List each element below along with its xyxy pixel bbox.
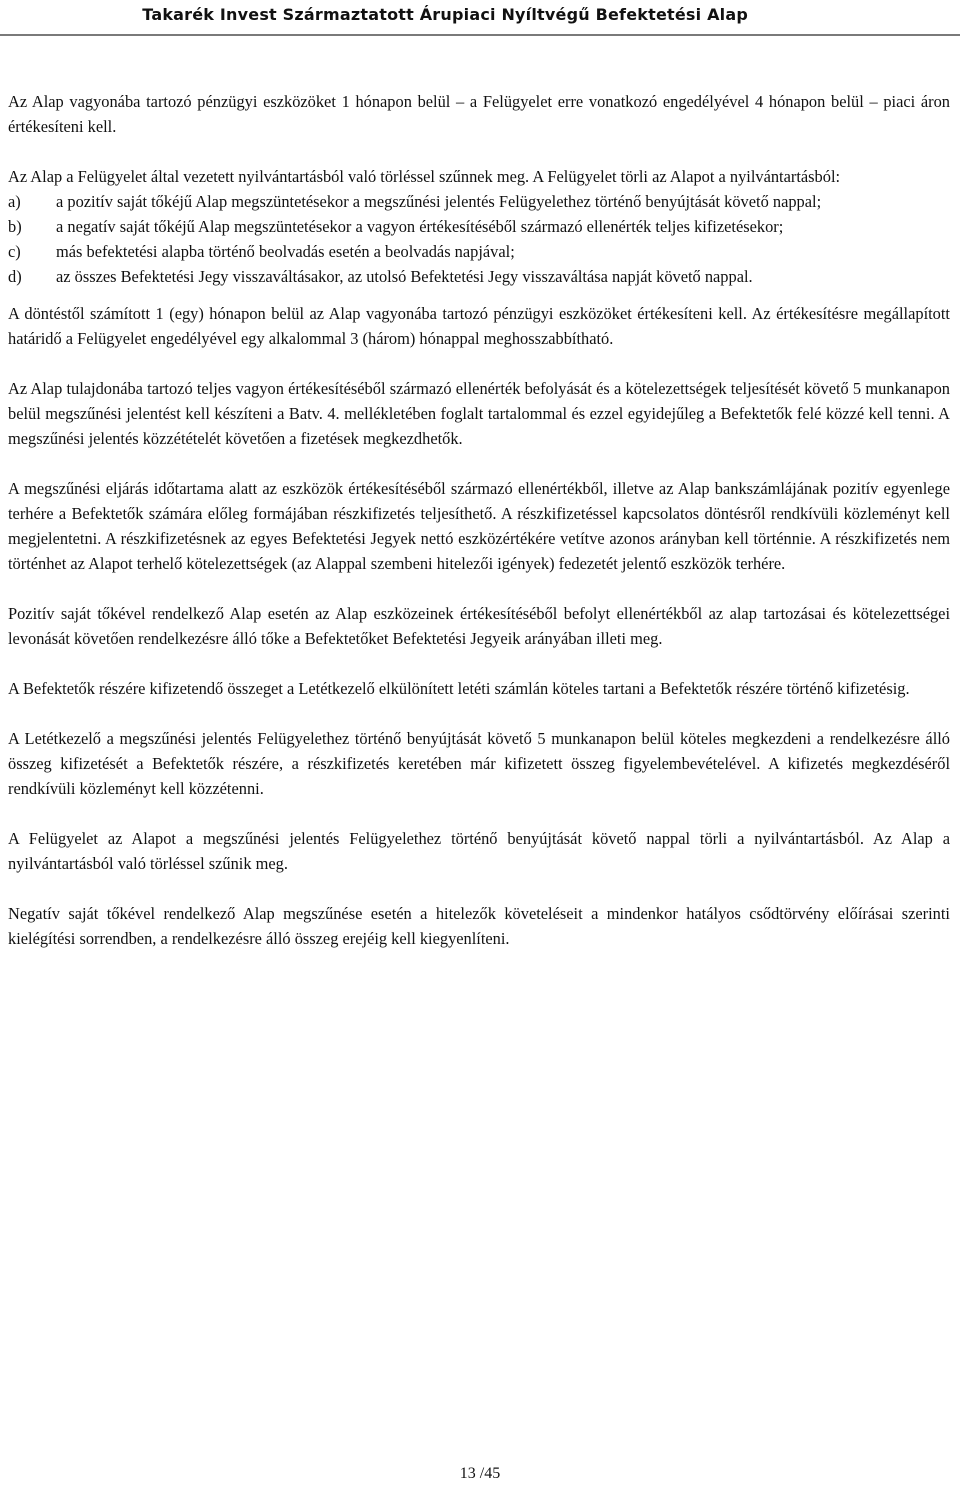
paragraph-8: A Letétkezelő a megszűnési jelentés Felügyelethez történő benyújtását követő 5 munkanapon belül köteles megkezdeni a rendelkezésre álló összeg kifizetését a Befektetők részére, a részkifizetés keretében már kifizetett összeg figyelembevételével. A kifizetés megkezdéséről rendkívüli közleményt kell közzétenni. bbox=[8, 729, 950, 798]
paragraph-1: Az Alap vagyonába tartozó pénzügyi eszközöket 1 hónapon belül – a Felügyelet erre vonatkozó engedélyével 4 hónapon belül – piaci áron értékesíteni kell. bbox=[8, 92, 950, 136]
list-item-letter: b) bbox=[8, 217, 22, 236]
page-footer bbox=[0, 1465, 960, 1483]
list-item bbox=[8, 189, 950, 214]
document-body bbox=[8, 89, 950, 951]
list-item bbox=[8, 214, 950, 239]
list-item-text: a negatív saját tőkéjű Alap megszüntetésekor a vagyon értékesítéséből származó ellenérték teljes kifizetésekor; bbox=[56, 217, 784, 236]
paragraph-3: A döntéstől számított 1 (egy) hónapon belül az Alap vagyonába tartozó pénzügyi eszközöket értékesíteni kell. Az értékesítésre megállapított határidő a Felügyelet engedélyével egy alkalommal 3 (három) hónappal meghosszabbítható. bbox=[8, 304, 950, 348]
paragraph-6: Pozitív saját tőkével rendelkező Alap esetén az Alap eszközeinek értékesítéséből befolyt ellenértékből az alap tartozásai és kötelezettségei levonását követően rendelkezésre álló tőke a Befektetőket Befektetési Jegyeik arányában illeti meg. bbox=[8, 604, 950, 648]
page-header bbox=[0, 0, 960, 36]
list-item-letter: c) bbox=[8, 242, 21, 261]
paragraph-9: A Felügyelet az Alapot a megszűnési jelentés Felügyelethez történő benyújtását követő nappal törli a nyilvántartásból. Az Alap a nyilvántartásból való törléssel szűnik meg. bbox=[8, 829, 950, 873]
list-item-text: a pozitív saját tőkéjű Alap megszüntetésekor a megszűnési jelentés Felügyelethez történő benyújtását követő nappal; bbox=[56, 192, 822, 211]
page-number: 13 /45 bbox=[459, 1465, 501, 1482]
list-item-letter: d) bbox=[8, 267, 22, 286]
list-item-text: az összes Befektetési Jegy visszaváltásakor, az utolsó Befektetési Jegy visszaváltása napját követő nappal. bbox=[56, 267, 753, 286]
list-item bbox=[8, 264, 950, 289]
paragraph-2: Az Alap a Felügyelet által vezetett nyilvántartásból való törléssel szűnnek meg. A Felügyelet törli az Alapot a nyilvántartásból: bbox=[8, 167, 841, 186]
list-item-letter: a) bbox=[8, 192, 21, 211]
paragraph-10: Negatív saját tőkével rendelkező Alap megszűnése esetén a hitelezők követeléseit a mindenkor hatályos csődtörvény előírásai szerinti kielégítési sorrendben, a rendelkezésre álló összeg erejéig kell kiegyenlíteni. bbox=[8, 904, 950, 948]
paragraph-7: A Befektetők részére kifizetendő összeget a Letétkezelő elkülönített letéti számlán köteles tartani a Befektetők részére történő kifizetésig. bbox=[8, 679, 910, 698]
list-item-text: más befektetési alapba történő beolvadás esetén a beolvadás napjával; bbox=[56, 242, 515, 261]
list-item bbox=[8, 239, 950, 264]
paragraph-4: Az Alap tulajdonába tartozó teljes vagyon értékesítéséből származó ellenérték befolyását és a kötelezettségek teljesítését követő 5 munkanapon belül megszűnési jelentést kell készíteni a Batv. 4. mellékletében foglalt tartalommal és ezzel egyidejűleg a Befektetők felé közzé kell tenni. A megszűnési jelentés közzétételét követően a fizetések megkezdhetők. bbox=[8, 379, 950, 448]
deletion-conditions-list bbox=[8, 189, 950, 289]
document-title: Takarék Invest Származtatott Árupiaci Nyíltvégű Befektetési Alap bbox=[142, 5, 748, 24]
paragraph-5: A megszűnési eljárás időtartama alatt az eszközök értékesítéséből származó ellenértékből, illetve az Alap bankszámlájának pozitív egyenlege terhére a Befektetők számára előleg formájában részkifizetés teljesíthető. A részkifizetéssel kapcsolatos döntésről rendkívüli közleményt kell megjelentetni. A részkifizetésnek az egyes Befektetési Jegyek nettó eszközértékére vetítve azonos arányban kell történnie. A részkifizetés nem történhet az Alapot terhelő kötelezettségek (az Alappal szembeni hitelezői igények) fedezetét jelentő eszközök terhére. bbox=[8, 479, 950, 573]
